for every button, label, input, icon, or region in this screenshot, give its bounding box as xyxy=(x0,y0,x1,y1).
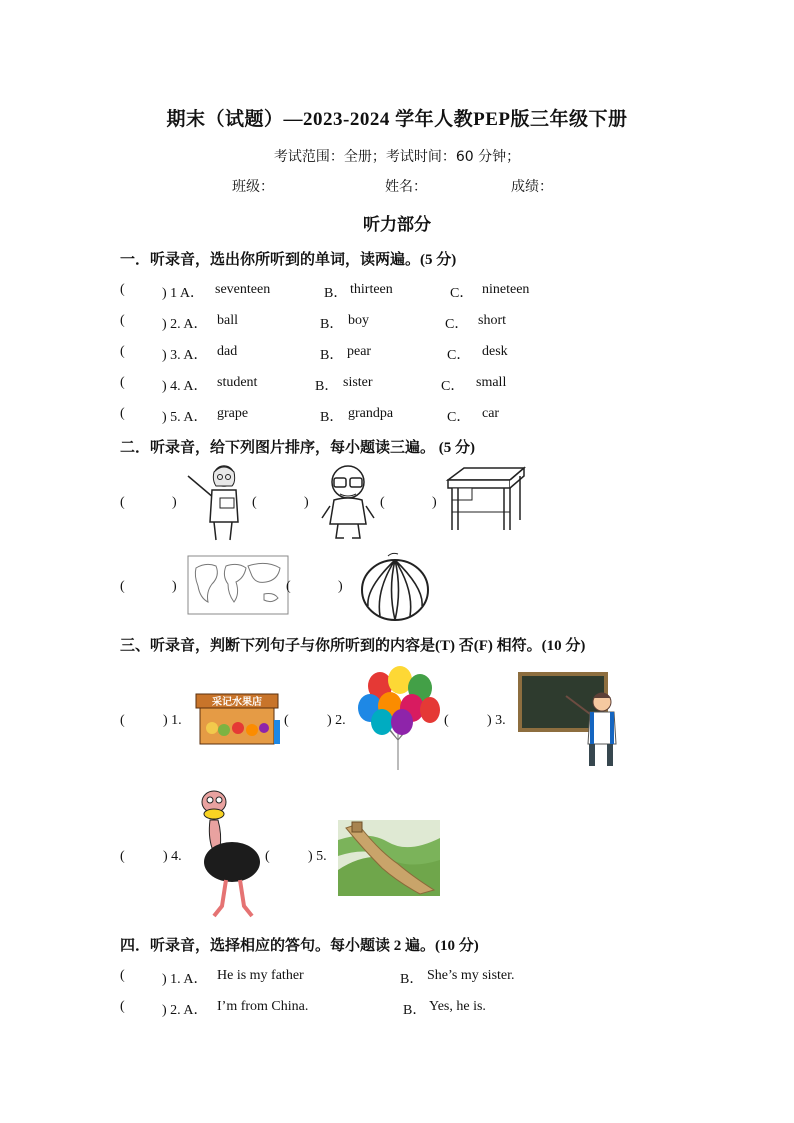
section1-item-4: ( ) 4. A． student B． sister C． small xyxy=(120,375,507,394)
answer-blank-close: ) xyxy=(172,495,177,510)
part-title: 听力部分 xyxy=(363,215,431,234)
exam-subtitle: 考试范围：全册；考试时间：60 分钟； xyxy=(273,149,521,165)
teacher-blackboard-picture xyxy=(518,672,622,768)
great-wall-picture xyxy=(338,820,440,896)
grandpa-picture xyxy=(316,462,380,540)
answer-blank-open[interactable]: ( xyxy=(444,713,449,728)
item-label-1: ) 1. xyxy=(163,713,182,728)
section4-item-2: ( ) 2. A． I’m from China. B． Yes, he is. xyxy=(120,999,486,1018)
section3-heading: 三、听录音，判断下列句子与你所听到的内容是(T) 否(F) 相符。(10 分) xyxy=(120,638,586,654)
section2-heading: 二．听录音，给下列图片排序，每小题读三遍。 (5 分) xyxy=(120,440,475,456)
section4-item-1: ( ) 1. A． He is my father B． She’s my sister. xyxy=(120,968,515,987)
world-map-picture xyxy=(186,554,290,616)
answer-blank[interactable]: ( xyxy=(120,968,125,983)
answer-blank-open[interactable]: ( xyxy=(120,713,125,728)
section1-heading: 一．听录音，选出你所听到的单词，读两遍。(5 分) xyxy=(120,252,457,268)
class-label: 班级： xyxy=(232,179,274,195)
answer-blank[interactable]: ( xyxy=(120,282,125,297)
teacher-woman-picture xyxy=(186,462,254,542)
answer-blank-close: ) xyxy=(304,495,309,510)
fruit-shop-picture xyxy=(192,690,282,748)
section1-item-2: ( ) 2. A． ball B． boy C． short xyxy=(120,313,506,332)
section1-item-1: ( ) 1 A． seventeen B． thirteen C． nineteen xyxy=(120,282,530,301)
answer-blank-close: ) xyxy=(338,579,343,594)
answer-blank-open[interactable]: ( xyxy=(120,495,125,510)
answer-blank-open[interactable]: ( xyxy=(284,713,289,728)
ostrich-picture xyxy=(192,786,268,920)
item-label-2: ) 2. xyxy=(327,713,346,728)
answer-blank[interactable]: ( xyxy=(120,406,125,421)
answer-blank[interactable]: ( xyxy=(120,999,125,1014)
shop-sign-text: 采记水果店 xyxy=(212,697,262,708)
answer-blank-open[interactable]: ( xyxy=(120,849,125,864)
answer-blank[interactable]: ( xyxy=(120,375,125,390)
item-label-3: ) 3. xyxy=(487,713,506,728)
item-label-5: ) 5. xyxy=(308,849,327,864)
answer-blank-close: ) xyxy=(172,579,177,594)
exam-title: 期末（试题）—2023-2024 学年人教PEP版三年级下册 xyxy=(166,109,628,130)
answer-blank[interactable]: ( xyxy=(120,344,125,359)
name-label: 姓名： xyxy=(385,179,427,195)
score-label: 成绩： xyxy=(511,179,553,195)
answer-blank-open[interactable]: ( xyxy=(120,579,125,594)
desk-picture xyxy=(444,466,526,532)
answer-blank-open[interactable]: ( xyxy=(252,495,257,510)
answer-blank-open[interactable]: ( xyxy=(380,495,385,510)
section1-item-3: ( ) 3. A． dad B． pear C． desk xyxy=(120,344,508,363)
answer-blank-close: ) xyxy=(432,495,437,510)
section4-heading: 四．听录音，选择相应的答句。每小题读 2 遍。(10 分) xyxy=(120,938,479,954)
answer-blank-open[interactable]: ( xyxy=(265,849,270,864)
balloons-picture xyxy=(356,664,440,772)
watermelon-picture xyxy=(358,552,432,622)
answer-blank-open[interactable]: ( xyxy=(286,579,291,594)
section1-item-5: ( ) 5. A． grape B． grandpa C． car xyxy=(120,406,500,425)
answer-blank[interactable]: ( xyxy=(120,313,125,328)
item-label-4: ) 4. xyxy=(163,849,182,864)
